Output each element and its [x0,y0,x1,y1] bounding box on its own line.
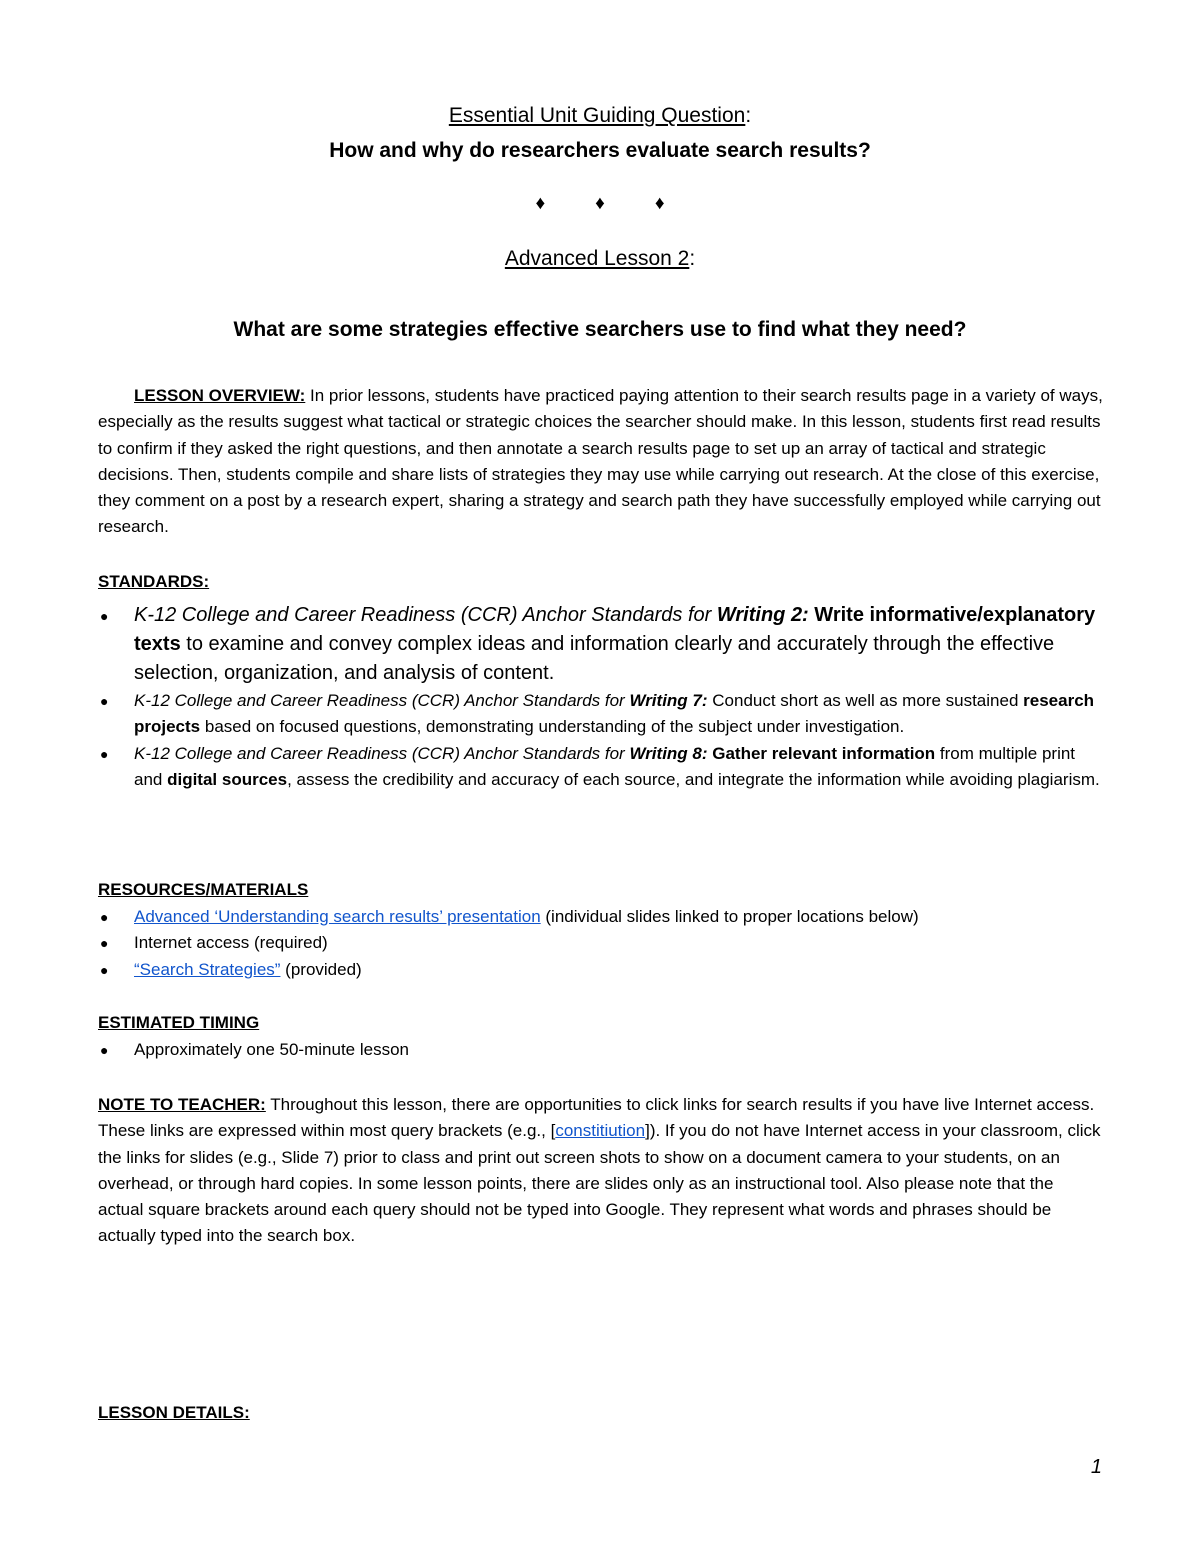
essential-question-title [0,104,1200,128]
list-item: ● Approximately one 50-minute lesson [98,1037,1103,1063]
bullet-icon: ● [100,608,109,624]
bullet-icon: ● [100,1042,109,1058]
lesson-label: Advanced Lesson 2 [504,247,690,270]
lesson-question: What are some strategies effective searchers use to find what they need? [233,318,967,341]
timing-list [98,1037,1103,1063]
overview-text: In prior lessons, students have practiced paying attention to their search results page in a variety of ways, especially as the results suggest what tactical or strategic choices the searcher should make. In this lesson, students first read results to confirm if they asked the right questions, and then annotate a search results page to set up an array of tactical and strategic decisions. Then, students compile and share lists of strategies they may use while carrying out research. At the close of this exercise, they comment on a post by a research expert, sharing a strategy and search path they have successfully employed while carrying out research. [98,386,1103,537]
lesson-overview [98,383,1103,541]
guiding-question: How and why do researchers evaluate search results? [329,139,871,162]
list-item: ● “Search Strategies” (provided) [98,957,1103,983]
resources-list [98,904,1103,983]
list-item: ● K-12 College and Career Readiness (CCR) Anchor Standards for Writing 8: Gather relevant information from multiple print and digital sources, assess the credibility and accuracy of each source, and integrate the information while avoiding plagiarism. [98,741,1103,794]
bullet-icon: ● [100,909,109,925]
lesson-title [0,247,1200,271]
list-item: ● Internet access (required) [98,930,1103,956]
note-label: NOTE TO TEACHER: [98,1095,266,1114]
bullet-icon: ● [100,693,109,709]
search-strategies-link[interactable]: “Search Strategies” [134,959,281,979]
timing-heading: ESTIMATED TIMING [98,1013,260,1032]
presentation-link[interactable]: Advanced ‘Understanding search results’ presentation [134,907,541,926]
page-number: 1 [1090,1456,1102,1478]
standards-heading: STANDARDS: [98,572,210,591]
lesson-details-heading: LESSON DETAILS: [98,1403,250,1422]
bullet-icon: ● [100,961,109,978]
diamond-icon: ♦ [535,193,546,214]
note-to-teacher: NOTE TO TEACHER: Throughout this lesson, there are opportunities to click links for search results if you have live Internet access. These links are expressed within most query brackets (e.g., [constitiution]). If you do not have Internet access in your classroom, click the links for slides (e.g., Slide 7) prior to class and print out screen shots to show on a document camera to your students, on an overhead, or through hard copies. In some lesson points, there are slides only as an instructional tool. Also please note that the actual square brackets around each query should not be typed into Google. They represent what words and phrases should be actually typed into the search box. [98,1095,1101,1246]
diamond-icon: ♦ [595,193,605,214]
list-item: ● K-12 College and Career Readiness (CCR) Anchor Standards for Writing 2: Write informative/explanatory texts to examine and convey complex ideas and information clearly and accurately through the effective selection, organization, and analysis of content. [100,604,1096,684]
essential-colon: : [745,104,752,127]
overview-label: LESSON OVERVIEW: [134,386,306,405]
bullet-icon: ● [100,935,109,952]
diamond-icon: ♦ [654,193,665,214]
list-item: ● K-12 College and Career Readiness (CCR) Anchor Standards for Writing 7: Conduct short as well as more sustained research projects based on focused questions, demonstrating understanding of the subject under investigation. [98,688,1103,741]
bullet-icon: ● [100,745,109,762]
lesson-colon: : [689,247,696,270]
diamond-divider [0,193,1200,215]
essential-label: Essential Unit Guiding Question [448,104,746,127]
constitution-link[interactable]: constitiution [555,1121,646,1141]
list-item: ● Advanced ‘Understanding search results’ presentation (individual slides linked to proper locations below) [98,904,1103,930]
standards-list [98,601,1103,793]
resources-heading: RESOURCES/MATERIALS [98,880,309,899]
